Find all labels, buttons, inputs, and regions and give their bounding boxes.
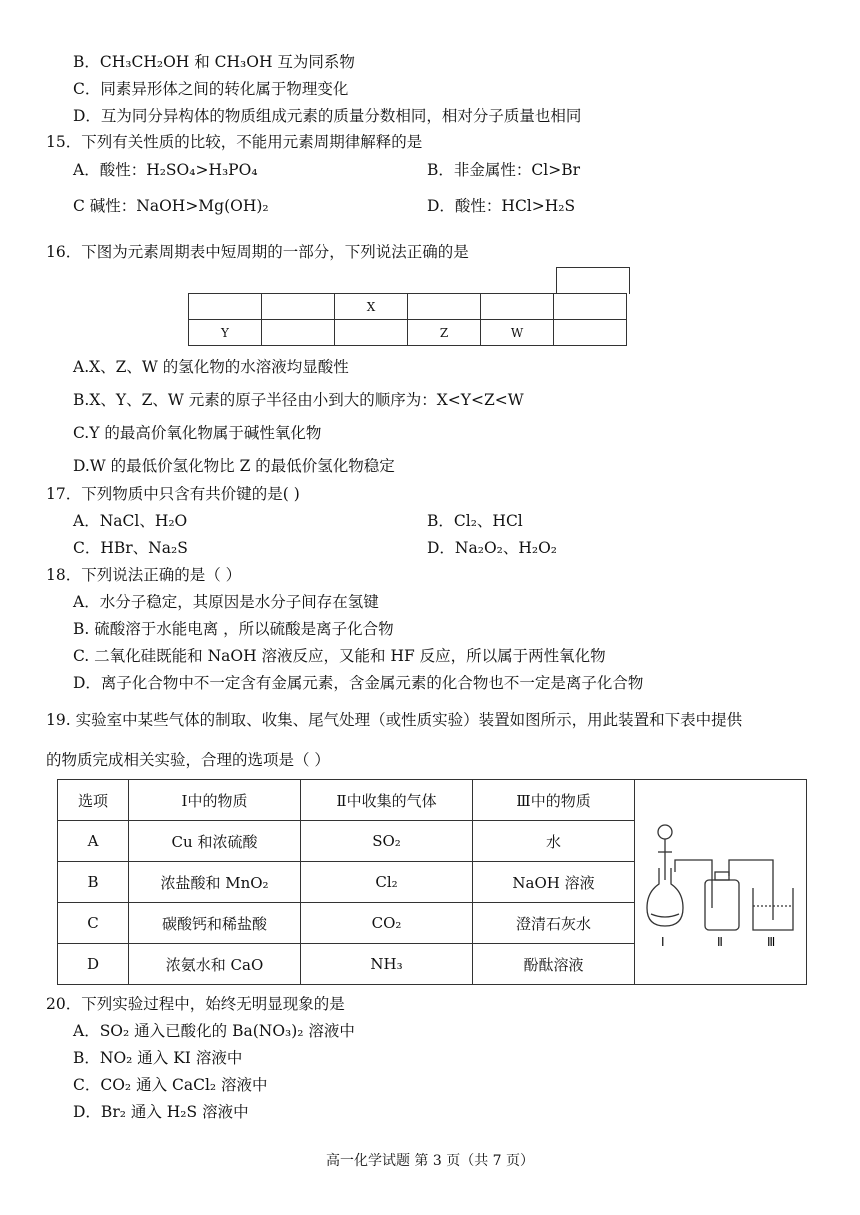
q17-stem: 17．下列物质中只含有共价键的是( ) (46, 485, 300, 503)
q16-stem: 16．下图为元素周期表中短周期的一部分，下列说法正确的是 (46, 243, 469, 261)
periodic-table-top-cell (556, 267, 630, 294)
table-cell: A (58, 821, 129, 862)
q14-option-b: B．CH₃CH₂OH 和 CH₃OH 互为同系物 (73, 53, 355, 71)
q15-option-c: C 碱性：NaOH>Mg(OH)₂ (73, 197, 269, 215)
q18-option-a: A．水分子稳定，其原因是水分子间存在氢键 (73, 593, 379, 611)
table-cell: 酚酞溶液 (473, 944, 635, 985)
label-i: Ⅰ (660, 935, 665, 949)
q16-option-b: B.X、Y、Z、W 元素的原子半径由小到大的顺序为：X<Y<Z<W (73, 391, 524, 409)
table-cell (554, 320, 627, 346)
q17-option-a: A．NaCl、H₂O (73, 512, 188, 530)
q14-option-d: D．互为同分异构体的物质组成元素的质量分数相同，相对分子质量也相同 (73, 107, 582, 125)
table-cell: 水 (473, 821, 635, 862)
q16-option-a: A.X、Z、W 的氢化物的水溶液均显酸性 (73, 358, 349, 376)
table-cell: NaOH 溶液 (473, 862, 635, 903)
table-cell: Cl₂ (301, 862, 473, 903)
q20-option-a: A．SO₂ 通入已酸化的 Ba(NO₃)₂ 溶液中 (73, 1022, 355, 1040)
apparatus-diagram (637, 780, 805, 980)
q20-option-b: B．NO₂ 通入 KI 溶液中 (73, 1049, 243, 1067)
table-cell (481, 294, 554, 320)
table-row (189, 320, 627, 346)
q16-option-d: D.W 的最低价氢化物比 Z 的最低价氢化物稳定 (73, 457, 395, 475)
q18-option-c: C. 二氧化硅既能和 NaOH 溶液反应，又能和 HF 反应，所以属于两性氧化物 (73, 647, 606, 665)
table-cell: CO₂ (301, 903, 473, 944)
table-row (189, 294, 627, 320)
table-cell (408, 294, 481, 320)
table-cell (262, 294, 335, 320)
q14-option-c: C．同素异形体之间的转化属于物理变化 (73, 80, 349, 98)
q20-option-d: D．Br₂ 通入 H₂S 溶液中 (73, 1103, 249, 1121)
q17-option-c: C．HBr、Na₂S (73, 539, 188, 557)
table-cell (335, 320, 408, 346)
q18-stem: 18．下列说法正确的是（ ） (46, 566, 242, 584)
q17-option-b: B．Cl₂、HCl (427, 512, 523, 530)
table-cell: Z (408, 320, 481, 346)
table-cell: B (58, 862, 129, 903)
table-cell: Y (189, 320, 262, 346)
label-ii: Ⅱ (716, 935, 723, 949)
table-cell: C (58, 903, 129, 944)
page-footer: 高一化学试题 第 3 页（共 7 页） (325, 1153, 535, 1169)
table-cell: NH₃ (301, 944, 473, 985)
q19-stem-line2: 的物质完成相关实验，合理的选项是（ ） (46, 751, 330, 769)
q17-option-d: D．Na₂O₂、H₂O₂ (427, 539, 558, 557)
column-header: Ⅱ中收集的气体 (301, 780, 473, 821)
q19-stem-line1: 19. 实验室中某些气体的制取、收集、尾气处理（或性质实验）装置如图所示，用此装置和下表中提供 (46, 711, 743, 729)
q20-option-c: C．CO₂ 通入 CaCl₂ 溶液中 (73, 1076, 268, 1094)
table-cell: X (335, 294, 408, 320)
apparatus-figure (635, 780, 807, 985)
table-header-row (58, 780, 807, 821)
q18-option-b: B. 硫酸溶于水能电离 ，所以硫酸是离子化合物 (73, 620, 394, 638)
table-cell: Cu 和浓硫酸 (129, 821, 301, 862)
table-cell (189, 294, 262, 320)
table-cell: SO₂ (301, 821, 473, 862)
table-cell (554, 294, 627, 320)
table-cell: W (481, 320, 554, 346)
q15-option-d: D．酸性：HCl>H₂S (427, 197, 576, 215)
periodic-table-fragment (188, 293, 627, 346)
q15-stem: 15．下列有关性质的比较，不能用元素周期律解释的是 (46, 133, 423, 151)
label-iii: Ⅲ (766, 935, 775, 949)
table-cell (262, 320, 335, 346)
column-header: 选项 (58, 780, 129, 821)
column-header: Ⅰ中的物质 (129, 780, 301, 821)
table-cell: D (58, 944, 129, 985)
q20-stem: 20．下列实验过程中，始终无明显现象的是 (46, 995, 345, 1013)
table-cell: 碳酸钙和稀盐酸 (129, 903, 301, 944)
q15-option-a: A．酸性：H₂SO₄>H₃PO₄ (73, 161, 258, 179)
q15-option-b: B．非金属性：Cl>Br (427, 161, 580, 179)
q19-options-table (57, 779, 807, 985)
column-header: Ⅲ中的物质 (473, 780, 635, 821)
table-cell: 浓氨水和 CaO (129, 944, 301, 985)
q16-option-c: C.Y 的最高价氧化物属于碱性氧化物 (73, 424, 322, 442)
q18-option-d: D．离子化合物中不一定含有金属元素，含金属元素的化合物也不一定是离子化合物 (73, 674, 644, 692)
table-cell: 浓盐酸和 MnO₂ (129, 862, 301, 903)
table-cell: 澄清石灰水 (473, 903, 635, 944)
